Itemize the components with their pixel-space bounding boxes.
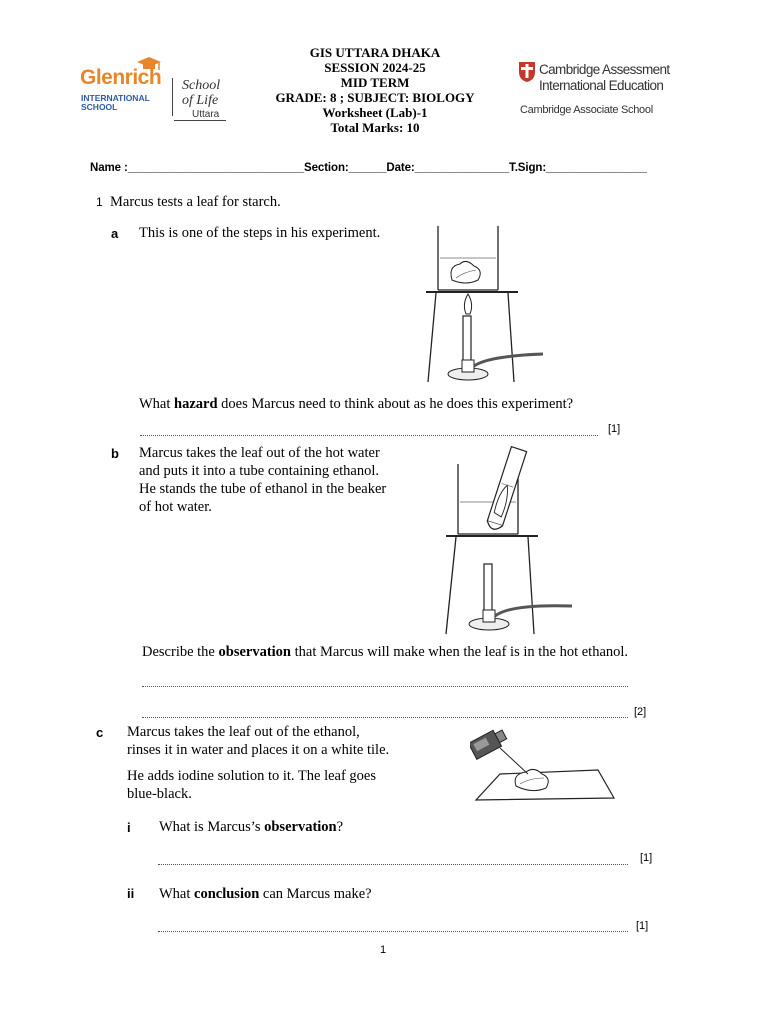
page-number: 1	[380, 944, 387, 956]
part-b-text: Marcus takes the leaf out of the hot water and puts it into a tube containing ethanol. He stands the tube of ethanol in the beaker of hot water.	[139, 445, 387, 515]
part-a-marks: [1]	[608, 423, 621, 435]
cambridge-logo: Cambridge Assessment International Education Cambridge Associate School	[520, 62, 670, 116]
beaker-heating-diagram	[418, 222, 558, 387]
part-c-i-prompt: What is Marcus’s observation?	[159, 819, 344, 835]
part-a-answer-line[interactable]	[140, 435, 598, 436]
student-info-line: Name :____________________________Section:______Date:_______________T.Sign:________________	[90, 162, 647, 174]
glenrich-wordmark: Glenrich	[80, 66, 162, 89]
part-a-prompt: What hazard does Marcus need to think about as he does this experiment?	[139, 396, 574, 412]
question-number: 1	[96, 195, 103, 209]
part-b-marks: [2]	[634, 706, 647, 718]
part-a-label: a	[111, 226, 119, 241]
shield-icon	[518, 61, 536, 83]
part-c-i-label: i	[127, 820, 131, 835]
part-b-prompt: Describe the observation that Marcus will make when the leaf is in the hot ethanol.	[142, 644, 629, 660]
part-c-label: c	[96, 725, 104, 740]
part-c-ii-marks: [1]	[636, 920, 649, 932]
iodine-tile-diagram	[470, 726, 620, 806]
worksheet-header: GIS UTTARA DHAKA SESSION 2024-25 MID TERM GRADE: 8 ; SUBJECT: BIOLOGY Worksheet (Lab)-1 Total Marks: 10	[275, 45, 475, 135]
part-c-ii-prompt: What conclusion can Marcus make?	[159, 886, 372, 902]
part-c-text: Marcus takes the leaf out of the ethanol, rinses it in water and places it on a white tile. He adds iodine solution to it. The leaf goes blue-black.	[127, 724, 390, 802]
question-intro: Marcus tests a leaf for starch.	[110, 194, 281, 210]
part-c-i-marks: [1]	[640, 852, 653, 864]
part-b-answer-line-2[interactable]	[142, 717, 628, 718]
part-c-ii-answer-line[interactable]	[158, 931, 628, 932]
part-b-answer-line-1[interactable]	[142, 686, 628, 687]
ethanol-tube-diagram	[438, 446, 578, 636]
part-a-text: This is one of the steps in his experiment.	[139, 225, 381, 241]
part-c-i-answer-line[interactable]	[158, 864, 628, 865]
part-c-ii-label: ii	[127, 886, 135, 901]
glenrich-logo: Glenrich INTERNATIONAL SCHOOL School of Life Uttara	[80, 56, 235, 122]
part-b-label: b	[111, 446, 119, 461]
